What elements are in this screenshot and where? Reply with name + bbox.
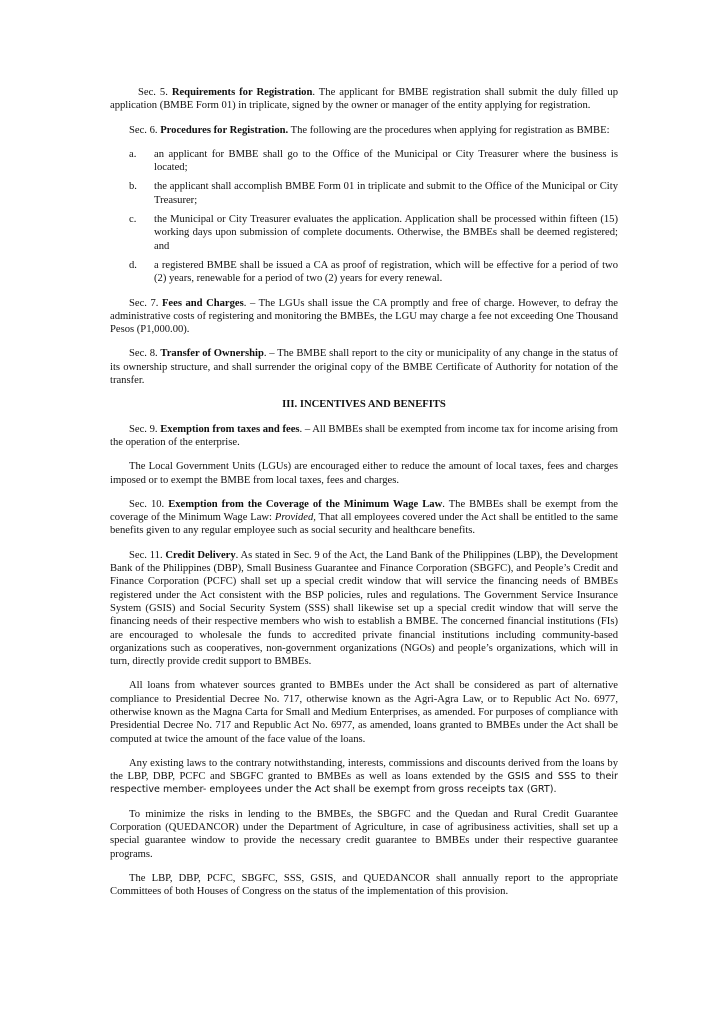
list-text: the applicant shall accomplish BMBE Form 01 in triplicate and submit to the Office of the Municipal or City Treasurer; xyxy=(154,181,618,206)
sec8-body: . – The BMBE shall report to the city or municipality of any change in the status of its ownership structure, and shall surrender the original copy of the BMBE Certificate of Authority for notation of the transfer. xyxy=(110,348,618,387)
sec10-prefix: Sec. 10. xyxy=(129,498,169,510)
sec11-paragraph-3 xyxy=(110,757,618,797)
sec11-paragraph xyxy=(110,549,618,669)
part-title: III. INCENTIVES AND BENEFITS xyxy=(282,399,446,411)
sec10-paragraph xyxy=(110,498,618,538)
sec9-prefix: Sec. 9. xyxy=(129,423,161,435)
sec10-heading: Exemption from the Coverage of the Minimum Wage Law xyxy=(168,498,443,510)
sec7-heading: Fees and Charges xyxy=(161,297,244,309)
sec8-paragraph xyxy=(110,347,618,387)
sec11-paragraph-4: To minimize the risks in lending to the BMBEs, the SBGFC and the Quedan and Rural Credit Guarantee Corporation (QUEDANCOR) under the Department of Agriculture, in case of agribusiness activities, shall set up a special guarantee window to provide the necessary credit guarantee to BMBEs under their respective guarantee programs. xyxy=(110,808,618,860)
list-marker: a. xyxy=(129,148,137,160)
sec11-heading: Credit Delivery xyxy=(165,549,236,561)
sec11-paragraph-2: All loans from whatever sources granted to BMBEs under the Act shall be considered as part of alternative compliance to Presidential Decree No. 717, otherwise known as the Agri-Agra Law, or to Republic Act No. 6977, otherwise known as the Magna Carta for Small and Medium Enterprises, as amended. For purposes of compliance with Presidential Decree No. 717 and Republic Act No. 6977, as amended, loans granted to BMBEs under the Act shall be computed at twice the amount of the face value of the loans. xyxy=(110,680,618,745)
sec6-paragraph xyxy=(110,124,618,137)
sec11-paragraph-5: The LBP, DBP, PCFC, SBGFC, SSS, GSIS, and QUEDANCOR shall annually report to the appropriate Committees of both Houses of Congress on the status of the implementation of this provision. xyxy=(110,872,618,898)
sec5-prefix: Sec. 5. xyxy=(138,87,172,98)
document-page xyxy=(110,86,618,910)
list-text: an applicant for BMBE shall go to the Office of the Municipal or City Treasurer where the business is located; xyxy=(154,148,618,174)
sec9-heading: Exemption from taxes and fees xyxy=(160,423,300,435)
sec6-heading: Procedures for Registration. xyxy=(160,124,289,136)
sec7-prefix: Sec. 7. xyxy=(129,297,162,309)
list-text: a registered BMBE shall be issued a CA as proof of registration, which will be effective for a period of two (2) years, renewable for a period of two (2) years for every renewal. xyxy=(154,259,618,285)
list-marker: c. xyxy=(129,214,137,226)
sec10-proviso: Provided, xyxy=(274,512,316,524)
sec6-procedure-list xyxy=(110,148,618,286)
list-item xyxy=(110,148,618,175)
sec6-body: The following are the procedures when applying for registration as BMBE: xyxy=(288,124,610,136)
sec9-paragraph-2: The Local Government Units (LGUs) are encouraged either to reduce the amount of local taxes, fees and charges imposed or to exempt the BMBE from local taxes, fees and charges. xyxy=(110,461,618,486)
list-marker: d. xyxy=(129,259,137,271)
sec5-body: . The applicant for BMBE registration shall submit the duly filled up application (BMBE Form 01) in triplicate, signed by the owner or manager of the entity applying for registration. xyxy=(110,87,618,112)
sec11-para3-b: GSIS and SSS to their respective member- employees under the Act shall be exempt from gross receipts tax (GRT). xyxy=(110,771,618,796)
sec7-body: . – The LGUs shall issue the CA promptly and free of charge. However, to defray the administrative costs of registering and monitoring the BMBEs, the LGU may charge a fee not exceeding One Thousand Pesos (P1,000.00). xyxy=(110,297,619,336)
sec11-body: . As stated in Sec. 9 of the Act, the Land Bank of the Philippines (LBP), the Development Bank of the Philippines (DBP), Small Business Guarantee and Finance Corporation (SBGFC), and People’s Credit and Finance Corporation (PCFC) shall set up a special credit window that will service the financing needs of BMBEs registered under the Act consistent with the BSP policies, rules and regulations. The Government Service Insurance System (GSIS) and Social Security System (SSS) shall likewise set up a special credit window that will serve the financing needs of their respective members who wish to establish a BMBE. The concerned financial institutions (FIs) are encouraged to wholesale the funds to accredited private financial institutions including community-based organizations such as cooperatives, non-government organizations (NGOs) and people’s organizations, which will in turn, directly provide credit support to BMBEs. xyxy=(110,549,618,668)
sec8-prefix: Sec. 8. xyxy=(129,348,161,360)
list-item xyxy=(110,213,618,253)
sec7-paragraph xyxy=(110,297,618,337)
sec5-paragraph xyxy=(110,86,618,113)
sec10-body-b: That all employees covered under the Act shall be entitled to the same benefits given to any regular employee such as social security and healthcare benefits. xyxy=(110,512,618,537)
list-item xyxy=(110,180,618,207)
sec8-heading: Transfer of Ownership xyxy=(160,348,264,360)
list-text: the Municipal or City Treasurer evaluates the application. Application shall be processed within fifteen (15) working days upon submission of complete documents. Otherwise, the BMBEs shall be deemed registered; and xyxy=(154,214,618,252)
sec9-body: . – All BMBEs shall be exempted from income tax for income arising from the operation of the enterprise. xyxy=(110,423,619,448)
sec11-prefix: Sec. 11. xyxy=(129,549,166,561)
sec10-body-a: . The BMBEs shall be exempt from the coverage of the Minimum Wage Law: xyxy=(110,498,619,524)
sec9-paragraph xyxy=(110,423,618,450)
sec5-heading: Requirements for Registration xyxy=(171,87,313,98)
list-item xyxy=(110,259,618,286)
list-marker: b. xyxy=(129,181,137,193)
sec6-prefix: Sec. 6. xyxy=(129,124,161,136)
sec11-para3-a: Any existing laws to the contrary notwithstanding, interests, commissions and discounts derived from the loans by the LBP, DBP, PCFC and SBGFC granted to BMBEs as well as loans extended by the xyxy=(110,757,618,783)
